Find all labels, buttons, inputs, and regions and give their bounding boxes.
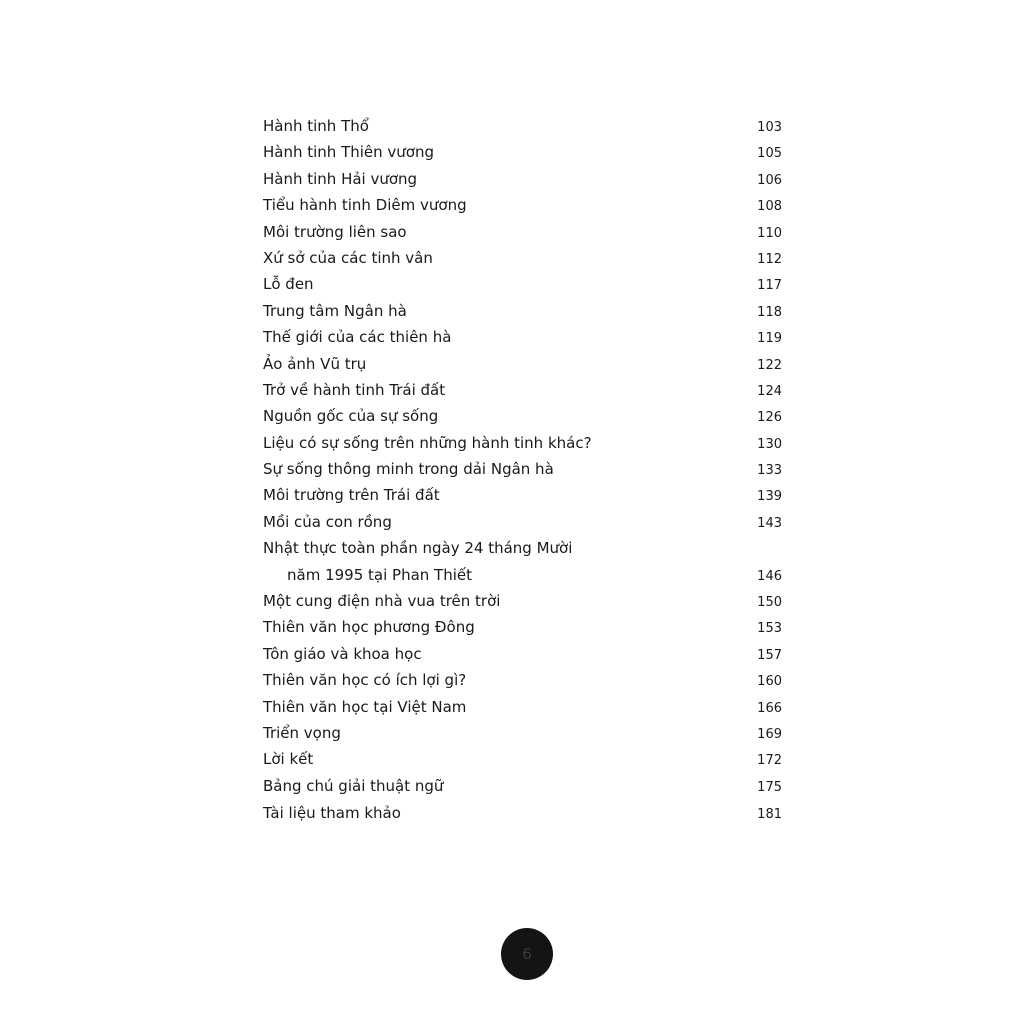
toc-entry [263,271,782,297]
toc-entry-title: Sự sống thông minh trong dải Ngân hà [263,460,554,479]
toc-entry [263,482,782,508]
dot-leader [343,724,756,739]
toc-entry [263,667,782,693]
dot-leader [469,196,757,211]
toc-entry [263,166,782,192]
toc-entry [263,430,782,456]
toc-entry-page: 108 [757,199,782,215]
toc-entry-page: 160 [757,674,782,690]
toc-entry-page: 169 [757,726,782,742]
toc-entry-title: Lỗ đen [263,275,314,294]
toc-entry [263,298,782,324]
toc-entry-multiline-first-line: Nhật thực toàn phần ngày 24 tháng Mười [263,539,573,558]
toc-entry-page: 122 [757,357,782,373]
toc-entry [263,192,782,218]
toc-entry [263,219,782,245]
dot-leader [409,223,757,238]
toc-entry-page: 124 [757,383,782,399]
toc-entry-page: 106 [757,172,782,188]
toc-entry-title: Môi trường liên sao [263,222,407,241]
toc-entry-page: 157 [757,647,782,663]
toc-entry-title: Thiên văn học tại Việt Nam [263,697,467,716]
toc-entry [263,403,782,429]
dot-leader [474,566,756,581]
dot-leader [442,486,757,501]
dot-leader [403,804,756,819]
toc-entry-title: Hành tinh Hải vương [263,169,418,188]
toc-entry-title: Hành tinh Thổ [263,117,369,135]
toc-entry-title: Tài liệu tham khảo [263,804,401,823]
toc-entry-title: Hành tinh Thiên vương [263,143,435,162]
toc-entry-page: 175 [757,779,782,795]
toc-entry-title: Triển vọng [263,723,341,742]
toc-entry-title: Tiểu hành tinh Diêm vương [263,196,467,215]
toc-entry-title: Liệu có sự sống trên những hành tinh khác? [263,433,592,452]
toc-entry-page: 126 [757,410,782,426]
toc-entry [263,562,782,588]
toc-entry [263,720,782,746]
toc-entry-page: 139 [757,489,782,505]
dot-leader [394,513,756,528]
toc-entry-title: Xứ sở của các tinh vân [263,248,433,267]
toc-entry-title: Môi trường trên Trái đất [263,486,440,505]
toc-entry-page: 119 [757,331,782,347]
toc-entry-page: 133 [757,463,782,479]
dot-leader [368,355,756,370]
toc-entry-page: 130 [757,436,782,452]
dot-leader [435,249,756,264]
toc-entry-title: Thế giới của các thiên hà [263,328,452,347]
dot-leader [556,460,756,475]
toc-entry [263,351,782,377]
toc-entry [263,614,782,640]
toc-entry-title: Thiên văn học có ích lợi gì? [263,671,467,690]
toc-entry-page: 103 [757,120,782,135]
toc-entry-page: 117 [757,278,782,294]
dot-leader [453,328,756,343]
dot-leader [436,143,756,158]
dot-leader [594,434,757,449]
toc-entry [263,377,782,403]
toc-entry-page: 150 [757,595,782,611]
toc-entry-title: Lời kết [263,750,314,769]
toc-entry-title: Trở về hành tinh Trái đất [263,380,446,399]
toc-entry-title: năm 1995 tại Phan Thiết [287,565,472,584]
dot-leader [419,170,756,185]
dot-leader [477,618,756,633]
toc-entry [263,324,782,350]
toc-entry [263,588,782,614]
toc-entry-page: 181 [757,807,782,823]
dot-leader [316,275,757,290]
toc-entry-page: 146 [757,568,782,584]
dot-leader [468,698,756,713]
toc-entry-page: 110 [757,225,782,241]
dot-leader [468,671,756,686]
toc-entry [263,694,782,720]
toc-entry-page: 112 [757,251,782,267]
toc-entry-title: Bảng chú giải thuật ngữ [263,776,444,795]
table-of-contents [263,113,782,827]
toc-entry [263,113,782,139]
dot-leader [440,407,756,422]
dot-leader [409,302,756,317]
toc-entry-title: Tôn giáo và khoa học [263,644,422,663]
toc-entry [263,139,782,165]
toc-entry-page: 172 [757,753,782,769]
dot-leader [445,777,756,792]
toc-entry-title: Thiên văn học phương Đông [263,618,475,637]
dot-leader [424,645,757,660]
dot-leader [502,592,756,607]
toc-entry [263,773,782,799]
dot-leader [315,750,756,765]
toc-entry-title: Trung tâm Ngân hà [263,301,407,320]
toc-entry-title: Ảo ảnh Vũ trụ [263,354,367,373]
toc-entry [263,456,782,482]
page-number: 6 [522,945,532,963]
dot-leader [371,117,756,132]
toc-entry-page: 143 [757,515,782,531]
toc-entry-title: Một cung điện nhà vua trên trời [263,592,501,611]
toc-entry-title: Mồi của con rồng [263,512,392,531]
toc-entry-page: 118 [757,304,782,320]
toc-entry [263,641,782,667]
toc-entry-page: 105 [757,146,782,162]
toc-entry [263,245,782,271]
toc-entry-page: 166 [757,700,782,716]
toc-entry-page: 153 [757,621,782,637]
page-number-badge [501,928,553,980]
toc-entry [263,799,782,827]
toc-entry [263,509,782,535]
dot-leader [447,381,756,396]
toc-entry [263,746,782,772]
toc-entry-title: Nguồn gốc của sự sống [263,407,439,426]
